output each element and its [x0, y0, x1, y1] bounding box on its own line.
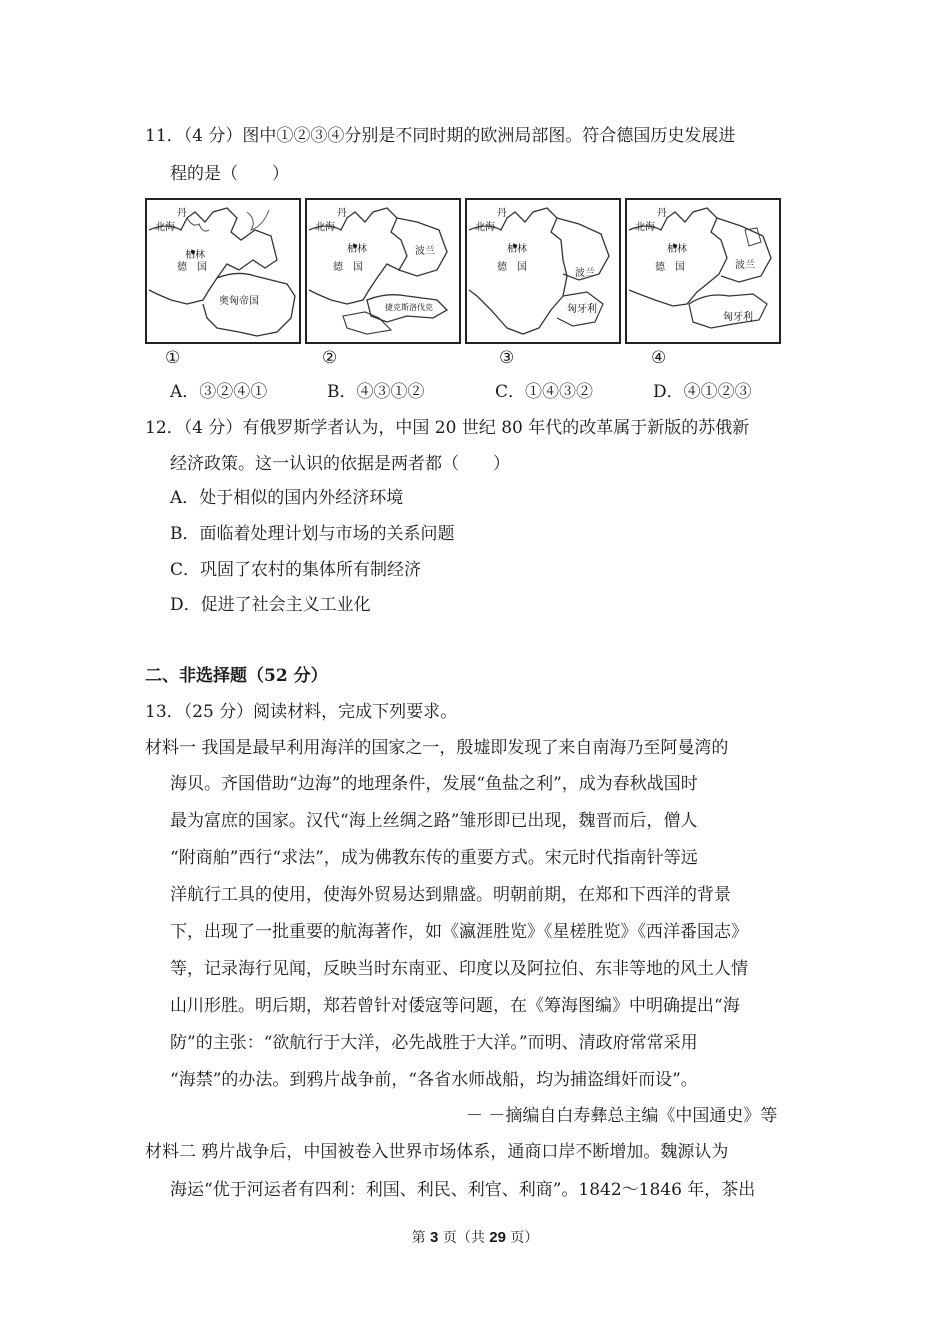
q13-stem: 13．（25 分）阅读材料，完成下列要求。	[145, 702, 458, 722]
material-1-line: 材料一 我国是最早利用海洋的国家之一，殷墟即发现了来自南海乃至阿曼湾的	[145, 738, 729, 758]
map-1-label-beihai: 北海	[155, 222, 175, 233]
map-4-label-hungary: 匈牙利	[723, 312, 753, 323]
q11-option-b[interactable]: B．④③①②	[327, 382, 425, 402]
map-2-label-dan: 丹	[337, 208, 347, 219]
footer-middle: 页（共	[442, 1230, 485, 1246]
map-1-marker: ①	[165, 348, 181, 368]
q12-stem-line1: 12．（4 分）有俄罗斯学者认为，中国 20 世纪 80 年代的改革属于新版的苏俄新	[145, 418, 750, 438]
map-2-label-beihai: 北海	[315, 222, 335, 233]
map-3-marker: ③	[499, 348, 515, 368]
material-1-line: “海禁”的办法。到鸦片战争前，“各省水师战船，均为捕盗缉奸而设”。	[170, 1070, 698, 1090]
map-2	[305, 198, 461, 344]
footer-prefix: 第	[411, 1230, 426, 1246]
material-2-line: 材料二 鸦片战争后，中国被卷入世界市场体系，通商口岸不断增加。魏源认为	[145, 1142, 729, 1162]
map-1-label-dan: 丹	[177, 208, 187, 219]
map-4-label-beihai: 北海	[635, 222, 655, 233]
section-2-title: 二、非选择题（52 分）	[145, 666, 328, 686]
map-4-label-poland: 波兰	[735, 260, 755, 271]
q11-stem-line1: 11．（4 分）图中①②③④分别是不同时期的欧洲局部图。符合德国历史发展进	[145, 126, 736, 146]
q12-option-b[interactable]: B．面临着处理计划与市场的关系问题	[170, 524, 455, 544]
map-1-label-germany: 德 国	[177, 262, 207, 273]
material-1-line: 山川形胜。明后期，郑若曾针对倭寇等问题，在《筹海图编》中明确提出“海	[170, 996, 740, 1016]
q12-option-a[interactable]: A．处于相似的国内外经济环境	[170, 488, 404, 508]
map-4-label-dan: 丹	[657, 208, 667, 219]
footer-suffix: 页）	[510, 1230, 539, 1246]
map-2-label-czechoslovakia: 捷克斯洛伐克	[385, 303, 433, 312]
q12-stem-line2: 经济政策。这一认识的依据是两者都（ ）	[170, 454, 510, 474]
map-1	[145, 198, 301, 344]
material-1-line: 下，出现了一批重要的航海著作，如《瀛涯胜览》《星槎胜览》《西洋番国志》	[170, 922, 748, 942]
footer-total-pages: 29	[489, 1229, 506, 1246]
material-1-line: 等，记录海行见闻，反映当时东南亚、印度以及阿拉伯、东非等地的风土人情	[170, 959, 748, 979]
q11-maps	[145, 198, 785, 346]
q11-option-c[interactable]: C．①④③②	[495, 382, 594, 402]
footer-page-number: 3	[430, 1229, 439, 1246]
material-1-line: 最为富庶的国家。汉代“海上丝绸之路”雏形即已出现，魏晋而后，僧人	[170, 811, 698, 831]
q12-option-c[interactable]: C．巩固了农村的集体所有制经济	[170, 560, 422, 580]
map-3-label-germany: 德 国	[497, 262, 527, 273]
material-1-line: 防”的主张：“欲航行于大洋，必先战胜于大洋。”而明、清政府常常采用	[170, 1033, 698, 1053]
q12-option-d[interactable]: D．促进了社会主义工业化	[170, 595, 371, 615]
map-2-marker: ②	[322, 348, 338, 368]
map-3-label-berlin: 柏林	[507, 244, 527, 255]
map-3-label-dan: 丹	[497, 208, 507, 219]
material-2-line: 海运“优于河运者有四利：利国、利民、利官、利商”。1842～1846 年，茶出	[170, 1180, 756, 1200]
map-3	[465, 198, 621, 344]
map-2-label-poland: 波兰	[415, 246, 435, 257]
material-1-source: － －摘编自白寿彝总主编《中国通史》等	[466, 1106, 778, 1126]
map-3-label-poland: 波兰	[575, 268, 595, 279]
map-1-label-berlin: 柏林	[185, 250, 205, 261]
map-2-label-germany: 德 国	[333, 262, 363, 273]
map-3-label-beihai: 北海	[475, 222, 495, 233]
q11-option-d[interactable]: D．④①②③	[653, 382, 752, 402]
map-4-marker: ④	[651, 348, 667, 368]
map-4	[625, 198, 781, 344]
map-1-label-austria-hungary: 奥匈帝国	[219, 296, 259, 307]
material-1-line: 洋航行工具的使用，使海外贸易达到鼎盛。明朝前期，在郑和下西洋的背景	[170, 885, 731, 905]
page-footer	[0, 1228, 950, 1248]
map-3-label-hungary: 匈牙利	[567, 304, 597, 315]
map-2-label-berlin: 柏林	[347, 244, 367, 255]
map-4-label-berlin: 柏林	[667, 244, 687, 255]
q11-stem-line2: 程的是（ ）	[170, 164, 289, 184]
q11-option-a[interactable]: A．③②④①	[170, 382, 268, 402]
material-1-line: “附商舶”西行“求法”，成为佛教东传的重要方式。宋元时代指南针等远	[170, 848, 698, 868]
map-4-label-germany: 德 国	[655, 262, 685, 273]
material-1-line: 海贝。齐国借助“边海”的地理条件，发展“鱼盐之利”，成为春秋战国时	[170, 774, 698, 794]
